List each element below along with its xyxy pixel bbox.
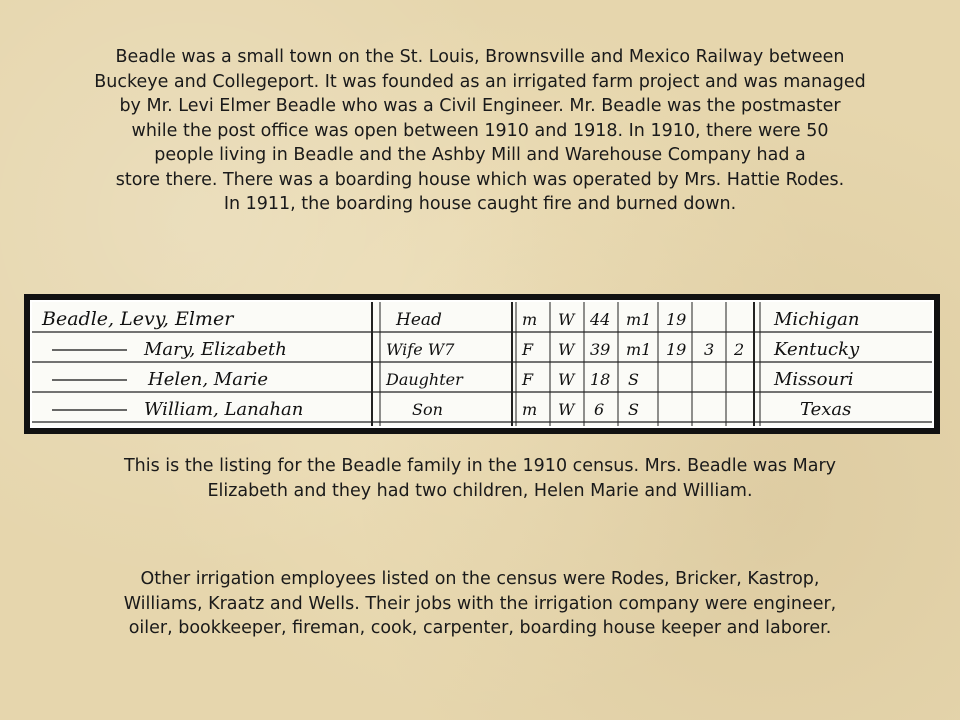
census-sex: m (522, 310, 538, 329)
caption-line: This is the listing for the Beadle family in the 1910 census. Mrs. Beadle was Mary (123, 456, 836, 476)
census-status: m1 (626, 310, 652, 329)
census-relation: Head (396, 310, 442, 330)
intro-paragraph (40, 45, 920, 217)
census-age: 18 (590, 370, 611, 389)
census-race: W (558, 370, 575, 389)
census-age: 6 (594, 400, 605, 419)
census-sheet (30, 300, 934, 428)
census-status: S (628, 400, 639, 419)
census-caption (40, 454, 920, 503)
census-sex: F (522, 370, 534, 389)
census-status: m1 (626, 340, 652, 359)
census-relation: Son (412, 400, 443, 419)
census-years: 19 (666, 340, 687, 359)
census-race: W (558, 400, 575, 419)
intro-line: Beadle was a small town on the St. Louis, Brownsville and Mexico Railway between (115, 47, 845, 67)
note-line: Williams, Kraatz and Wells. Their jobs with the irrigation company were engineer, (123, 593, 837, 614)
census-name: Beadle, Levy, Elmer (42, 308, 234, 330)
census-race: W (558, 310, 575, 329)
intro-line: In 1911, the boarding house caught fire and burned down. (223, 194, 737, 214)
census-name: Mary, Elizabeth (144, 339, 287, 360)
intro-line: people living in Beadle and the Ashby Mill and Warehouse Company had a (154, 145, 806, 165)
intro-line: while the post office was open between 1910 and 1918. In 1910, there were 50 (131, 120, 829, 141)
census-age: 44 (590, 310, 611, 329)
intro-line: Buckeye and Collegeport. It was founded as an irrigated farm project and was managed (94, 71, 866, 92)
census-birthplace: Missouri (774, 369, 854, 390)
census-years: 19 (666, 310, 687, 329)
census-age: 39 (590, 340, 611, 359)
intro-line: by Mr. Levi Elmer Beadle who was a Civil Engineer. Mr. Beadle was the postmaster (119, 96, 841, 116)
census-children-living: 2 (734, 340, 745, 359)
note-line: Other irrigation employees listed on the census were Rodes, Bricker, Kastrop, (140, 569, 820, 589)
census-birthplace: Michigan (774, 309, 860, 330)
census-grid (32, 302, 932, 426)
census-sex: F (522, 340, 534, 359)
census-birthplace: Texas (800, 399, 852, 420)
intro-line: store there. There was a boarding house which was operated by Mrs. Hattie Rodes. (115, 169, 845, 190)
census-children-born: 3 (704, 340, 715, 359)
census-name: Helen, Marie (148, 369, 268, 390)
census-relation: Wife W7 (386, 340, 455, 359)
census-relation: Daughter (386, 370, 463, 389)
employees-note (40, 567, 920, 641)
census-sex: m (522, 400, 538, 419)
census-birthplace: Kentucky (774, 339, 860, 360)
census-name: William, Lanahan (144, 399, 304, 420)
caption-line: Elizabeth and they had two children, Helen Marie and William. (207, 480, 753, 501)
census-status: S (628, 370, 639, 389)
note-line: oiler, bookkeeper, fireman, cook, carpenter, boarding house keeper and laborer. (128, 618, 832, 638)
census-record-image (24, 294, 940, 434)
census-race: W (558, 340, 575, 359)
